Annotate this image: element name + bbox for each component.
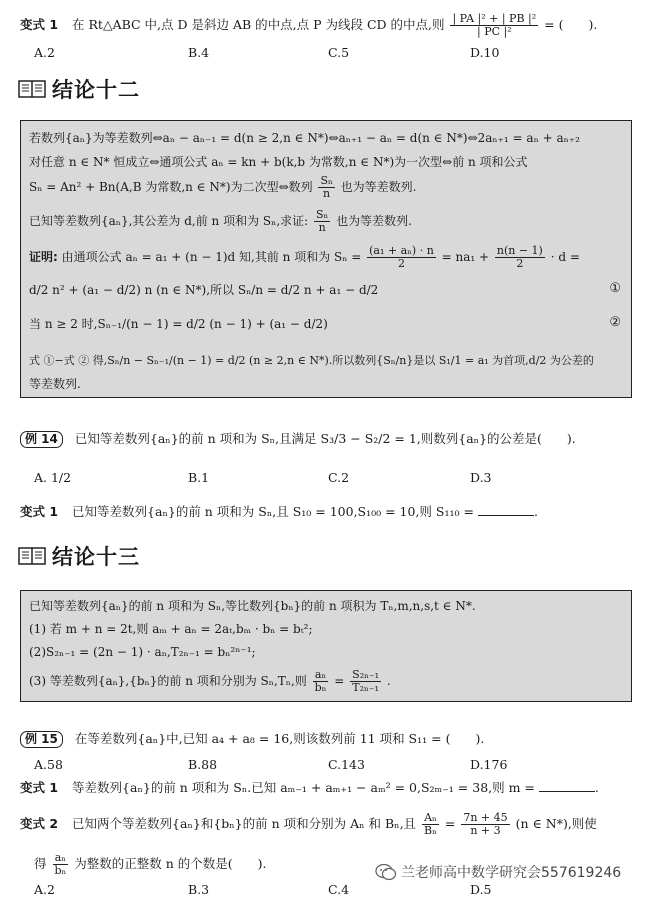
variant-text: 已知等差数列{aₙ}的前 n 项和为 Sₙ,且 S₁₀ = 100,S₁₀₀ = 10,则 S₁₁₀ = [72, 504, 474, 519]
option-c: C.143 [328, 757, 365, 772]
example-15 [20, 731, 484, 748]
answer-blank[interactable] [539, 781, 595, 792]
box-line: 当 n ≥ 2 时,Sₙ₋₁/(n − 1) = d/2 (n − 1) + (a₁ − d/2) [29, 317, 328, 331]
option-d: D.10 [470, 45, 500, 60]
box-line: 若数列{aₙ}为等差数列⇔aₙ − aₙ₋₁ = d(n ≥ 2,n ∈ N*)⇔aₙ₊₁ − aₙ = d(n ∈ N*)⇔2aₙ₊₁ = aₙ + aₙ₊₂ [29, 131, 580, 145]
box-line: 对任意 n ∈ N* 恒成立⇔通项公式 aₙ = kn + b(k,b 为常数,n ∈ N*)为一次型⇔前 n 项和公式 [29, 155, 528, 169]
section-title: 结论十二 [52, 78, 140, 102]
fraction: $\frac{7n + 45}{n + 3}$ [463, 811, 508, 837]
variant-label: 变式 1 [20, 504, 59, 519]
option-a: A. 1/2 [34, 470, 72, 485]
fraction: $\frac{\text{Aₙ}}{\text{Bₙ}}$ [424, 811, 437, 837]
option-c: C.4 [328, 882, 350, 897]
fraction: $\frac{\text{aₙ}}{\text{bₙ}}$ [314, 668, 327, 694]
variant-14: 变式 1 已知等差数列{aₙ}的前 n 项和为 Sₙ,且 S₁₀ = 100,S₁₀₀ = 10,则 S₁₁₀ = . [20, 504, 538, 519]
box-line: (3) 等差数列{aₙ},{bₙ}的前 n 项和分别为 Sₙ,Tₙ,则 $\frac{\text{aₙ}}{\text{bₙ}}$ = $\frac{\text{S₂ₙ₋₁}}{\text{T₂ₙ₋₁}}$ . [29, 668, 391, 694]
box-line: 已知等差数列{aₙ}的前 n 项和为 Sₙ,等比数列{bₙ}的前 n 项积为 Tₙ,m,n,s,t ∈ N*. [29, 599, 476, 613]
option-d: D.5 [470, 882, 492, 897]
option-c: C.2 [328, 470, 350, 485]
option-a: A.2 [34, 45, 55, 60]
variant-label: 变式 1 [20, 17, 59, 32]
option-b: B.4 [188, 45, 210, 60]
option-c: C.5 [328, 45, 350, 60]
section-heading-13 [18, 544, 140, 568]
example-badge: 例 14 [20, 431, 63, 448]
book-icon [18, 546, 46, 566]
box-line: 证明: 由通项公式 aₙ = a₁ + (n − 1)d 知,其前 n 项和为 Sₙ = $\frac{\text{(a₁ + aₙ) · n}}{2}$ = na₁ + $\frac{n(n - 1)}{2}$ · d = [29, 244, 580, 270]
fraction: $\frac{\text{(a₁ + aₙ) · n}}{2}$ [369, 244, 434, 270]
answer-blank[interactable] [478, 505, 534, 516]
variant-text: 已知两个等差数列{aₙ}和{bₙ}的前 n 项和分别为 Aₙ 和 Bₙ,且 [72, 816, 417, 831]
fraction: $\frac{\text{aₙ}}{\text{bₙ}}$ [54, 851, 67, 877]
equation-mark-1: ① [609, 281, 621, 296]
option-b: B.88 [188, 757, 218, 772]
option-a: A.2 [34, 882, 55, 897]
option-b: B.1 [188, 470, 210, 485]
box-line: d/2 n² + (a₁ − d/2) n (n ∈ N*),所以 Sₙ/n = d/2 n + a₁ − d/2 [29, 283, 379, 297]
watermark-text: 兰老师高中数学研究会557619246 [401, 865, 622, 881]
section-title: 结论十三 [52, 545, 140, 569]
option-a: A.58 [34, 757, 63, 772]
box-line: 等差数列. [29, 377, 81, 391]
option-d: D.3 [470, 470, 492, 485]
example-14 [20, 431, 576, 448]
section-heading-12 [18, 77, 140, 101]
fraction: $\frac{\text{S₂ₙ₋₁}}{\text{T₂ₙ₋₁}}$ [352, 668, 380, 694]
watermark [375, 862, 621, 882]
fraction: $\frac{\text{Sₙ}}{n}$ [320, 174, 333, 200]
variant-label: 变式 1 [20, 780, 59, 795]
example-text: 在等差数列{aₙ}中,已知 a₄ + a₈ = 16,则该数列前 11 项和 S₁₁ = ( ). [74, 731, 485, 746]
option-b: B.3 [188, 882, 210, 897]
variant-text: 在 Rt△ABC 中,点 D 是斜边 AB 的中点,点 P 为线段 CD 的中点,则 [72, 17, 445, 32]
proof-label: 证明: [29, 250, 58, 264]
option-d: D.176 [470, 757, 508, 772]
wechat-icon [375, 863, 397, 881]
variant-15-2-line2: 得 $\frac{\text{aₙ}}{\text{bₙ}}$ 为整数的正整数 n 的个数是( ). [34, 851, 267, 877]
conclusion-box-12 [20, 120, 632, 398]
box-line: (2)S₂ₙ₋₁ = (2n − 1) · aₙ,T₂ₙ₋₁ = bₙ²ⁿ⁻¹; [29, 645, 256, 659]
fraction: $\frac{\text{| PA |² + | PB |²}}{\text{| PC |²}}$ [452, 12, 537, 38]
variant-label: 变式 2 [20, 816, 59, 831]
equation-mark-2: ② [609, 315, 621, 330]
variant-text: 等差数列{aₙ}的前 n 项和为 Sₙ.已知 aₘ₋₁ + aₘ₊₁ − aₘ² = 0,S₂ₘ₋₁ = 38,则 m = [72, 780, 535, 795]
fraction: $\frac{\text{Sₙ}}{n}$ [316, 208, 329, 234]
box-line: 已知等差数列{aₙ},其公差为 d,前 n 项和为 Sₙ,求证: $\frac{\text{Sₙ}}{n}$ 也为等差数列. [29, 208, 412, 234]
example-text: 已知等差数列{aₙ}的前 n 项和为 Sₙ,且满足 S₃/3 − S₂/2 = 1,则数列{aₙ}的公差是( ). [74, 431, 576, 446]
box-line: Sₙ = An² + Bn(A,B 为常数,n ∈ N*)为二次型⇔数列 $\frac{\text{Sₙ}}{n}$ 也为等差数列. [29, 174, 417, 200]
conclusion-box-13 [20, 590, 632, 702]
box-line: (1) 若 m + n = 2t,则 aₘ + aₙ = 2aₜ,bₘ · bₙ = bₜ²; [29, 622, 313, 636]
example-badge: 例 15 [20, 731, 63, 748]
variant-15-1: 变式 1 等差数列{aₙ}的前 n 项和为 Sₙ.已知 aₘ₋₁ + aₘ₊₁ − aₘ² = 0,S₂ₘ₋₁ = 38,则 m = . [20, 780, 599, 795]
book-icon [18, 79, 46, 99]
top-variant: 变式 1 在 Rt△ABC 中,点 D 是斜边 AB 的中点,点 P 为线段 CD 的中点,则 $\frac{\text{| PA |² + | PB |²}}{\text{| PC |²}}$ = ( ). [20, 12, 598, 38]
box-line: 式 ①−式 ② 得,Sₙ/n − Sₙ₋₁/(n − 1) = d/2 (n ≥ 2,n ∈ N*).所以数列{Sₙ/n}是以 S₁/1 = a₁ 为首项,d/2 为公差的 [29, 354, 594, 367]
variant-15-2: 变式 2 已知两个等差数列{aₙ}和{bₙ}的前 n 项和分别为 Aₙ 和 Bₙ,且 $\frac{\text{Aₙ}}{\text{Bₙ}}$ = $\frac{7n + 45}{n + 3}$ (n ∈ N*),则使 [20, 811, 597, 837]
fraction: $\frac{n(n - 1)}{2}$ [496, 244, 543, 270]
